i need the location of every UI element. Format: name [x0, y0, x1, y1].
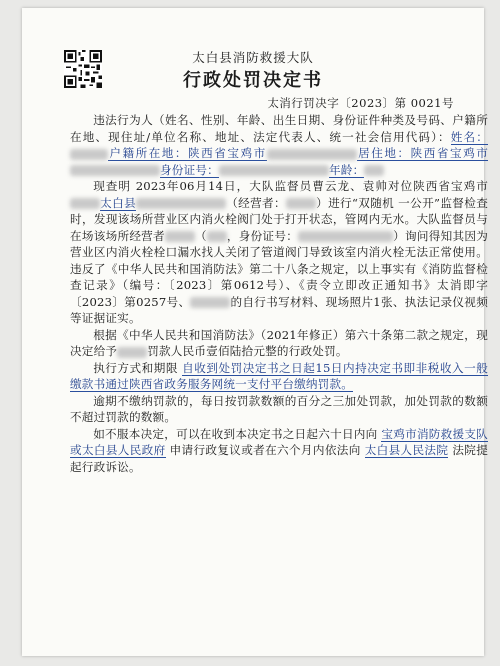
appeal-court: 太白县人民法院	[364, 443, 449, 457]
facts-text-5: ，身份证号：	[226, 228, 299, 243]
redacted-operator-name	[165, 231, 195, 242]
document-number: 太消行罚决字〔2023〕第 0021号	[267, 96, 454, 110]
name-label: 姓名：	[450, 129, 488, 144]
document-sheet	[22, 8, 489, 656]
execution-terms: 自收到处罚决定书之日起15日内持决定书即非税收入一般缴款书通过陕西省政务服务网统一支付平台缴纳罚款。	[70, 360, 488, 391]
appeal-text-1: 如不服本决定，可以在收到本决定书之日起六十日内向	[93, 426, 378, 441]
appeal-paragraph	[70, 426, 488, 476]
redacted-residence	[70, 165, 160, 176]
redacted-operator	[286, 198, 316, 209]
facts-text-1: 现查明 2023年06月14日，大队监督员曹云龙、袁帅对位陕西省宝鸡市	[93, 179, 488, 193]
execution-paragraph	[70, 360, 488, 393]
document-title: 行政处罚决定书	[183, 70, 323, 91]
violator-paragraph	[70, 112, 488, 178]
redacted-name	[70, 149, 108, 160]
redacted-hukou	[267, 149, 357, 160]
facts-text-6: ）询问得知其因为营业区内消火栓栓口漏水找人关闭了管道阀门导致该室内消火栓无法正常使用。违反了《中华人民共和国消防法》第二十八条之规定，以上事实有《消防监督检查记录》（编号：〔2023〕第0612号）、《责令立即改正通知书》太消即字〔2023〕第0257号、	[70, 228, 488, 309]
redacted-business	[136, 198, 226, 209]
facts-county: 太白县	[100, 195, 137, 210]
decision-text-2: 罚款人民币壹佰陆拾元整的行政处罚。	[147, 344, 348, 358]
redacted-recipient	[117, 347, 147, 358]
overdue-text: 逾期不缴纳罚款的，每日按罚款数额的百分之三加处罚款，加处罚款的数额不超过罚款的数额。	[70, 393, 488, 424]
violator-intro: 违法行为人（姓名、性别、年龄、出生日期、身份证件种类及号码、户籍所在地、现住址/单位名称、地址、法定代表人、统一社会信用代码）：	[70, 113, 488, 144]
agency-name: 太白县消防救援大队	[192, 50, 314, 65]
redacted-age	[364, 165, 384, 176]
facts-text-2: （经营者：	[226, 195, 286, 210]
facts-text-7: 的自行书写材料、现场照片1张、执法记录仪视频等证据证实。	[70, 294, 488, 325]
decision-paragraph	[70, 327, 488, 360]
hukou-label: 户籍所在地：陕西省宝鸡市	[108, 146, 267, 160]
facts-text-3: ）进行“双随机 一公开”监督检查时，发现该场所营业区内消火栓阀门处于打开状态，管网内无水。大队监督员与在场该场所经营者	[70, 195, 488, 243]
redacted-gender	[207, 231, 227, 242]
facts-paragraph	[70, 178, 488, 327]
facts-text-4: （	[194, 228, 207, 243]
execution-label: 执行方式和期限	[93, 360, 178, 375]
appeal-text-2: 申请行政复议或者在六个月内依法向	[169, 443, 361, 457]
document-body	[70, 112, 488, 475]
residence-label: 居住地：陕西省宝鸡市	[356, 146, 488, 160]
redacted-writer	[190, 297, 230, 308]
redacted-idno	[219, 165, 329, 176]
redacted-address	[70, 198, 100, 209]
decision-text-1: 根据《中华人民共和国消防法》（2021年修正）第六十条第二款之规定，现决定给予	[70, 327, 488, 358]
age-label: 年龄：	[328, 162, 365, 177]
redacted-operator-id	[298, 231, 393, 242]
idno-label: 身份证号：	[160, 162, 219, 177]
appeal-text-3: 法院提起行政诉讼。	[70, 443, 489, 474]
appeal-agency: 宝鸡市消防救援支队或太白县人民政府	[70, 426, 488, 457]
overdue-paragraph	[70, 393, 488, 426]
